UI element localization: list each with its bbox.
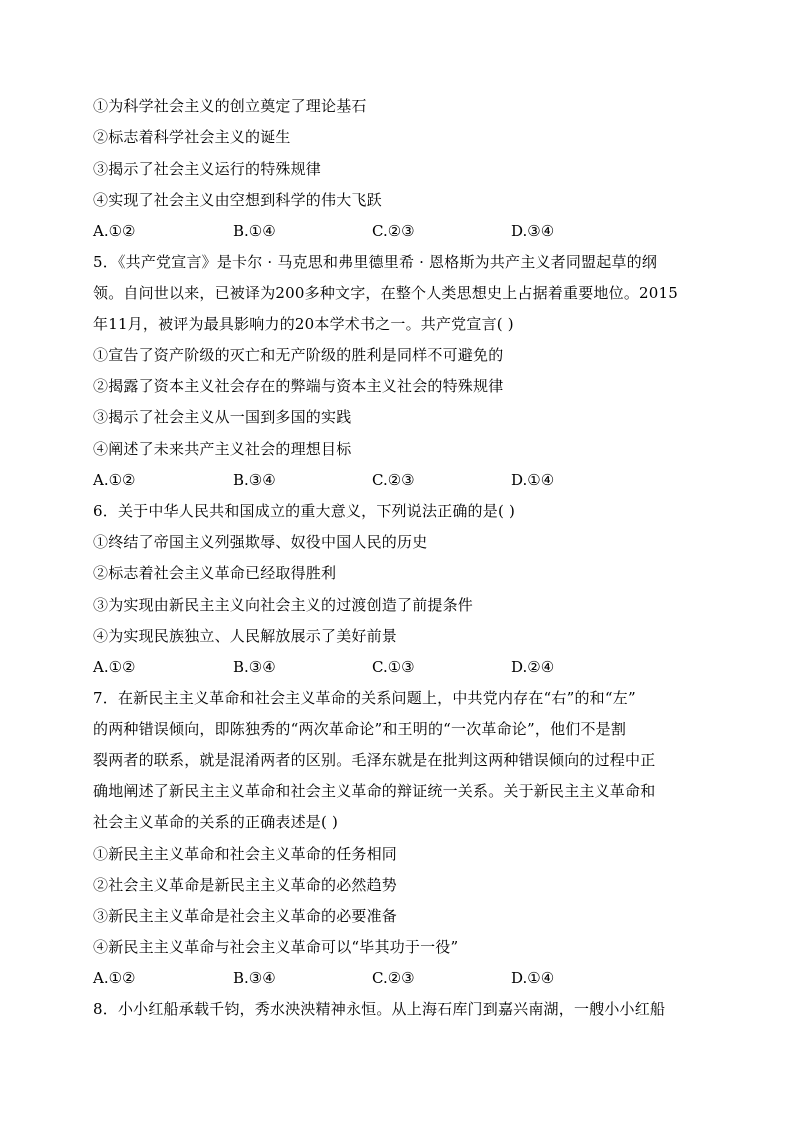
q7-option-b: B.③④ <box>233 969 276 987</box>
q6-item-2: ②标志着社会主义革命已经取得胜利 <box>93 564 337 582</box>
q4-item-4: ④实现了社会主义由空想到科学的伟大飞跃 <box>93 191 382 209</box>
q5-option-c: C.②③ <box>372 471 415 489</box>
q7-item-4: ④新民主主义革命与社会主义革命可以“毕其功于一役” <box>93 938 459 956</box>
q4-option-c: C.②③ <box>372 222 415 240</box>
q7-item-2: ②社会主义革命是新民主主义革命的必然趋势 <box>93 876 398 894</box>
q7-option-a: A.①② <box>93 969 136 987</box>
q4-option-a: A.①② <box>93 222 136 240</box>
q4-item-1: ①为科学社会主义的创立奠定了理论基石 <box>93 97 367 115</box>
q5-item-4: ④阐述了未来共产主义社会的理想目标 <box>93 440 352 458</box>
q6-stem-line-1: 6．关于中华人民共和国成立的重大意义，下列说法正确的是( ) <box>93 502 516 520</box>
q5-stem-line-3: 年11月，被评为最具影响力的20本学术书之一。共产党宣言( ) <box>93 315 514 333</box>
q6-option-d: D.②④ <box>511 658 555 676</box>
q5-item-2: ②揭露了资本主义社会存在的弊端与资本主义社会的特殊规律 <box>93 377 504 395</box>
q7-item-1: ①新民主主义革命和社会主义革命的任务相同 <box>93 845 398 863</box>
q5-options <box>93 470 613 490</box>
q5-option-a: A.①② <box>93 471 136 489</box>
q6-option-b: B.③④ <box>233 658 276 676</box>
q6-item-3: ③为实现由新民主主义向社会主义的过渡创造了前提条件 <box>93 596 474 614</box>
q7-option-c: C.②③ <box>372 969 415 987</box>
q4-item-3: ③揭示了社会主义运行的特殊规律 <box>93 160 322 178</box>
q7-stem-line-2: 的两种错误倾向，即陈独秀的“两次革命论”和王明的“一次革命论”，他们不是割 <box>93 720 627 738</box>
q7-item-3: ③新民主主义革命是社会主义革命的必要准备 <box>93 907 398 925</box>
q6-options <box>93 657 613 677</box>
q4-item-2: ②标志着科学社会主义的诞生 <box>93 128 291 146</box>
q4-options <box>93 221 613 241</box>
q7-option-d: D.①④ <box>511 969 555 987</box>
q7-options <box>93 968 613 988</box>
q5-item-3: ③揭示了社会主义从一国到多国的实践 <box>93 408 352 426</box>
q6-option-a: A.①② <box>93 658 136 676</box>
q4-option-b: B.①④ <box>233 222 276 240</box>
q7-stem-line-4: 确地阐述了新民主主义革命和社会主义革命的辩证统一关系。关于新民主主义革命和 <box>93 782 656 800</box>
q5-stem-line-1: 5．《共产党宣言》是卡尔 · 马克思和弗里德里希 · 恩格斯为共产主义者同盟起草的纲 <box>93 253 658 271</box>
q6-option-c: C.①③ <box>372 658 415 676</box>
q5-item-1: ①宣告了资产阶级的灭亡和无产阶级的胜利是同样不可避免的 <box>93 346 504 364</box>
q8-stem-line-1: 8．小小红船承载千钧，秀水泱泱精神永恒。从上海石库门到嘉兴南湖，一艘小小红船 <box>93 1000 666 1018</box>
q7-stem-line-1: 7．在新民主主义革命和社会主义革命的关系问题上，中共党内存在“右”的和“左” <box>93 689 636 707</box>
q6-item-1: ①终结了帝国主义列强欺辱、奴役中国人民的历史 <box>93 533 428 551</box>
q5-option-d: D.①④ <box>511 471 555 489</box>
q5-option-b: B.③④ <box>233 471 276 489</box>
q7-stem-line-5: 社会主义革命的关系的正确表述是( ) <box>93 813 339 831</box>
q6-item-4: ④为实现民族独立、人民解放展示了美好前景 <box>93 627 398 645</box>
q7-stem-line-3: 裂两者的联系，就是混淆两者的区别。毛泽东就是在批判这两种错误倾向的过程中正 <box>93 751 656 769</box>
q4-option-d: D.③④ <box>511 222 555 240</box>
q5-stem-line-2: 领。自问世以来，已被译为200多种文字，在整个人类思想史上占据着重要地位。2015 <box>93 284 679 302</box>
